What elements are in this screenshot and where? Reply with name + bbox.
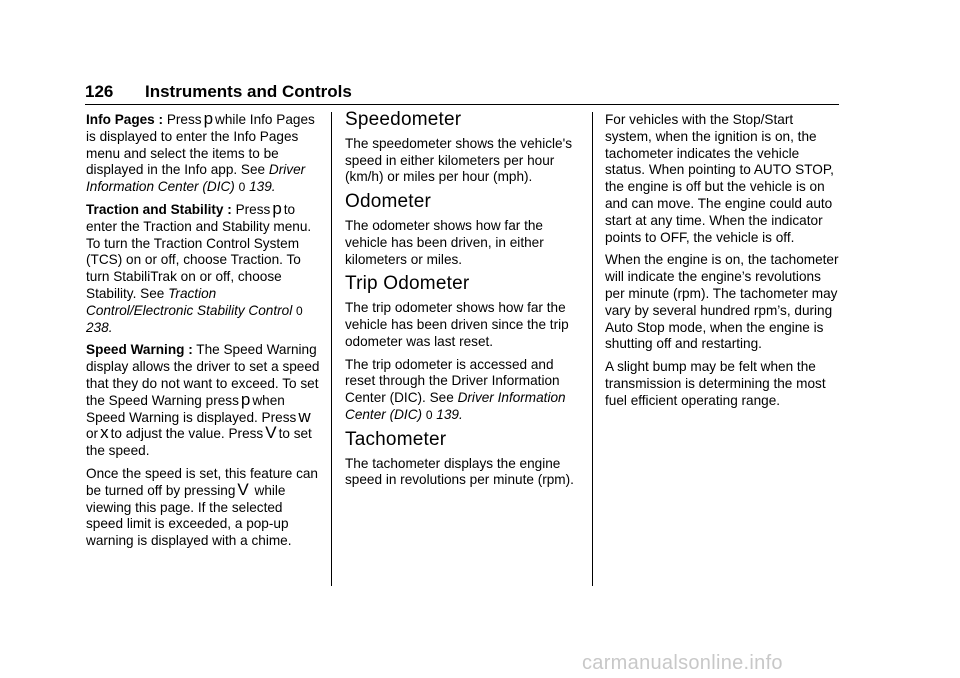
- checkmark-button-icon: V: [237, 479, 249, 499]
- info-pages-paragraph: [86, 109, 322, 196]
- body-text: to enter the Traction and Stability menu. To turn the Traction Control System (TCS) on or off, choose Traction. To turn StabiliTrak on or off, choose Stability. See: [86, 201, 312, 301]
- cross-reference-link[interactable]: Traction Control/Electronic Stability Control: [86, 285, 293, 318]
- punctuation: .: [271, 179, 276, 195]
- section-title: Instruments and Controls: [145, 82, 352, 101]
- select-button-icon: p: [240, 389, 251, 409]
- select-button-icon: p: [272, 198, 282, 218]
- body-text: The trip odometer is accessed and reset through the Driver Information Center (DIC). See: [345, 356, 560, 406]
- page-number: 126: [85, 82, 114, 101]
- tachometer-text: The tachometer displays the engine speed in revolutions per minute (rpm).: [345, 455, 574, 488]
- term-label: Speed Warning :: [86, 342, 193, 358]
- select-button-icon: p: [203, 109, 214, 128]
- page-reference[interactable]: 238: [86, 319, 109, 335]
- transmission-bump-paragraph: A slight bump may be felt when the transmission is determining the most fuel efficient operating range.: [605, 359, 826, 408]
- body-text: while Info Pages is displayed to enter the Info Pages menu and select the items to be displayed in the Info app. See: [86, 112, 315, 178]
- column-divider: [592, 112, 593, 586]
- header-rule: [85, 104, 839, 105]
- page-reference-arrow-icon: 0: [425, 407, 433, 422]
- term-label: Traction and Stability :: [86, 201, 232, 217]
- body-text: Once the speed is set, this feature can be turned off by pressing: [86, 465, 318, 498]
- page-header: [85, 82, 839, 104]
- page-reference-arrow-icon: 0: [238, 180, 246, 195]
- cross-reference-link[interactable]: Driver Information Center (DIC): [86, 162, 306, 195]
- punctuation: .: [108, 319, 113, 335]
- column-divider: [331, 112, 332, 586]
- speed-warning-paragraph: [86, 342, 322, 460]
- body-text: Press: [166, 112, 202, 127]
- cross-reference-link[interactable]: Driver Information Center (DIC): [345, 390, 566, 422]
- body-text: when Speed Warning is displayed. Press: [86, 392, 297, 425]
- column-middle: [345, 109, 581, 495]
- down-arrow-button-icon: x: [100, 423, 109, 443]
- checkmark-button-icon: V: [265, 423, 277, 443]
- page-reference[interactable]: 139: [249, 179, 272, 195]
- trip-odometer-heading: Trip Odometer: [345, 273, 470, 295]
- odometer-text: The odometer shows how far the vehicle has been driven, in either kilometers or miles.: [345, 217, 544, 267]
- stop-start-paragraph: For vehicles with the Stop/Start system, when the ignition is on, the tachometer indicates the vehicle status. When pointing to AUTO STOP, the engine is off but the vehicle is on and can move. The engine could auto start at any time. When the indicator points to OFF, the vehicle is off.: [605, 112, 834, 245]
- body-text: to adjust the value. Press: [110, 426, 264, 442]
- column-left: [86, 109, 322, 556]
- page-reference[interactable]: 139: [436, 406, 459, 422]
- body-text: while viewing this page. If the selected speed limit is exceeded, a pop-up warning is displayed with a chime.: [86, 482, 292, 549]
- column-right: [605, 112, 843, 416]
- traction-stability-paragraph: [86, 198, 322, 336]
- odometer-heading: Odometer: [345, 191, 432, 213]
- speed-off-paragraph: [86, 466, 322, 550]
- term-label: Info Pages :: [86, 112, 164, 127]
- trip-odometer-text: The trip odometer shows how far the vehicle has been driven since the trip odometer was last reset.: [345, 300, 569, 349]
- punctuation: .: [458, 406, 463, 422]
- body-text: or: [86, 426, 99, 442]
- trip-odometer-reset-paragraph: [345, 357, 581, 424]
- up-arrow-button-icon: w: [298, 406, 311, 426]
- body-text: Press: [235, 201, 271, 217]
- speedometer-heading: Speedometer: [345, 109, 462, 130]
- body-text: The Speed Warning display allows the driver to set a speed that they do not want to exceed. To set the Speed Warning press: [86, 342, 320, 408]
- watermark: carmanualsonline.info: [582, 652, 783, 674]
- speedometer-text: The speedometer shows the vehicle's speed in either kilometers per hour (km/h) or miles per hour (mph).: [345, 135, 573, 185]
- engine-rpm-paragraph: When the engine is on, the tachometer will indicate the engine’s revolutions per minute (rpm). The tachometer may vary by several hundred rpm’s, during Auto Stop mode, when the engine is shutting off and restarting.: [605, 252, 839, 352]
- body-text: to set the speed.: [86, 426, 312, 459]
- page-reference-arrow-icon: 0: [296, 303, 303, 318]
- tachometer-heading: Tachometer: [345, 428, 447, 450]
